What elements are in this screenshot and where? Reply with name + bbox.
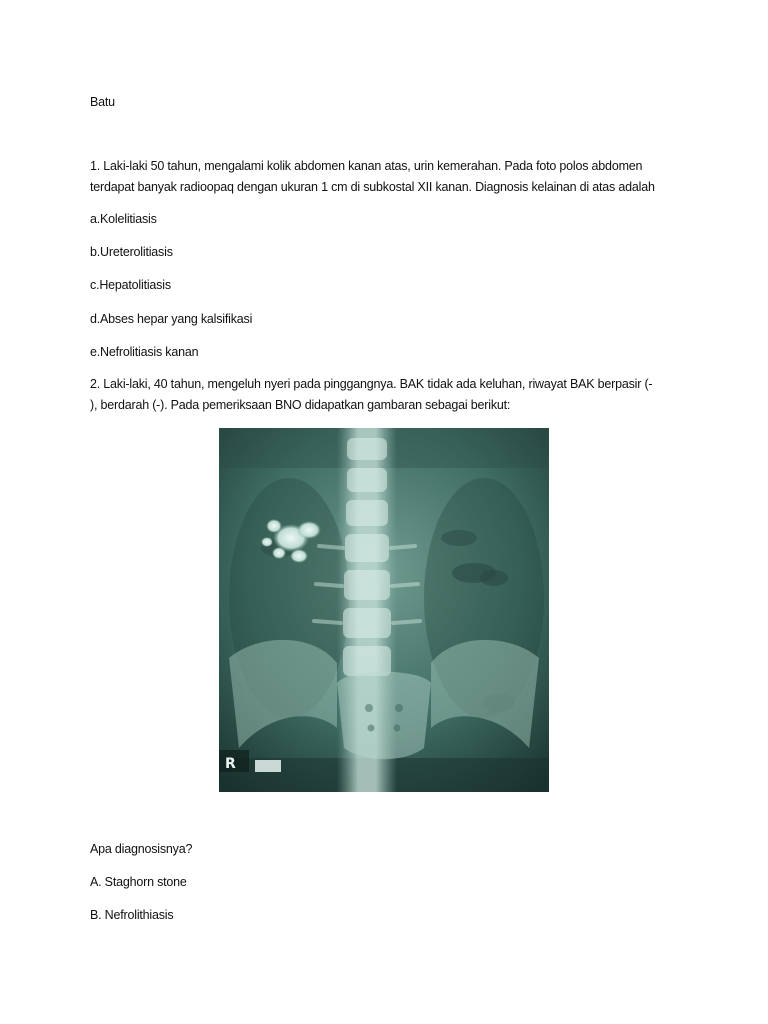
question-2-line-1: 2. Laki-laki, 40 tahun, mengeluh nyeri pada pinggangnya. BAK tidak ada keluhan, riwayat BAK berpasir (- xyxy=(90,377,653,391)
question-1-line-2: terdapat banyak radioopaq dengan ukuran 1 cm di subkostal XII kanan. Diagnosis kelainan di atas adalah xyxy=(90,180,655,194)
abdominal-xray-image xyxy=(219,428,549,792)
question-1-option-b: b.Ureterolitiasis xyxy=(90,245,173,259)
question-1-option-e: e.Nefrolitiasis kanan xyxy=(90,345,199,359)
question-1-option-c: c.Hepatolitiasis xyxy=(90,278,171,292)
xray-side-marker: R xyxy=(225,756,236,772)
question-2-option-b: B. Nefrolithiasis xyxy=(90,908,174,922)
question-2-option-a: A. Staghorn stone xyxy=(90,875,187,889)
question-1-line-1: 1. Laki-laki 50 tahun, mengalami kolik abdomen kanan atas, urin kemerahan. Pada foto polos abdomen xyxy=(90,159,643,173)
question-2-line-2: ), berdarah (-). Pada pemeriksaan BNO didapatkan gambaran sebagai berikut: xyxy=(90,398,511,412)
question-2-prompt: Apa diagnosisnya? xyxy=(90,842,193,856)
question-1-option-a: a.Kolelitiasis xyxy=(90,212,157,226)
question-1-option-d: d.Abses hepar yang kalsifikasi xyxy=(90,312,253,326)
document-heading: Batu xyxy=(90,95,115,109)
